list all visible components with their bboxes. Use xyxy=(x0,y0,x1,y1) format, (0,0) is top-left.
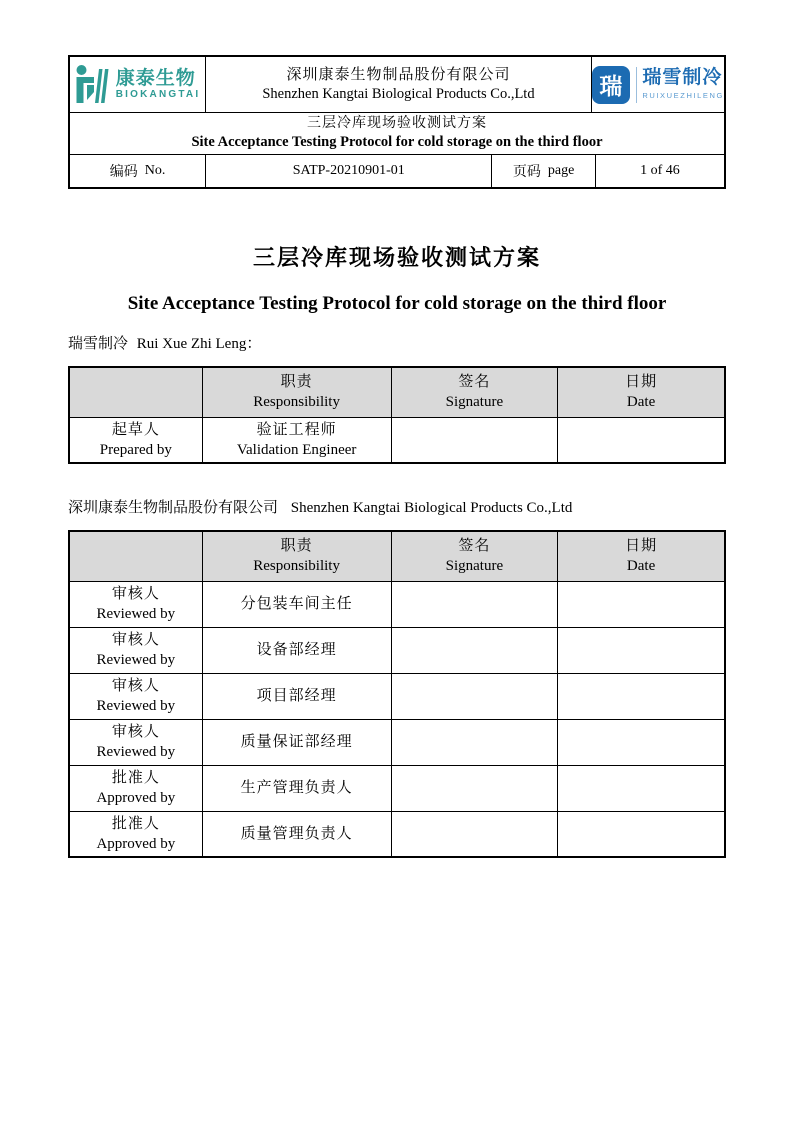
main-title-en: Site Acceptance Testing Protocol for cold storage on the third floor xyxy=(127,293,667,314)
ruixue-logo xyxy=(592,57,724,112)
biokangtai-logo-icon xyxy=(75,65,111,105)
biokangtai-logo xyxy=(70,57,206,112)
responsibility-cell: 质量管理负责人 xyxy=(202,811,391,857)
page-label: 页码 page xyxy=(492,155,595,187)
role-cell: 批准人 Approved by xyxy=(69,765,202,811)
signature-cell xyxy=(391,765,558,811)
header-doc-title-en: Site Acceptance Testing Protocol for cold storage on the third floor xyxy=(191,134,603,150)
ruixue-logo-cn: 瑞雪制冷 xyxy=(642,67,723,88)
role-cell: 审核人 Reviewed by xyxy=(69,581,202,627)
signature-cell xyxy=(391,673,558,719)
header-meta-row xyxy=(70,154,724,187)
date-header-cell: 日期 Date xyxy=(558,531,725,581)
role-cell: 批准人 Approved by xyxy=(69,811,202,857)
signature-header-cell: 签名 Signature xyxy=(391,367,558,417)
table-row xyxy=(69,719,725,765)
company-name-en: Shenzhen Kangtai Biological Products Co.,Ltd xyxy=(262,86,535,102)
table-row xyxy=(69,811,725,857)
date-cell xyxy=(558,627,725,673)
ruixue-logo-icon xyxy=(592,66,630,104)
section-heading-kangtai xyxy=(68,496,726,517)
document-content xyxy=(68,55,726,858)
signature-cell xyxy=(391,719,558,765)
header-doc-title-cn: 三层冷库现场验收测试方案 xyxy=(307,116,487,131)
document-header-table xyxy=(68,55,726,189)
responsibility-cell: 生产管理负责人 xyxy=(202,765,391,811)
kangtai-signature-table xyxy=(68,530,726,858)
signature-header-cell: 签名 Signature xyxy=(391,531,558,581)
date-cell xyxy=(558,765,725,811)
biokangtai-logo-cn: 康泰生物 xyxy=(115,67,196,89)
ruixue-logo-en: RUIXUEZHILENG xyxy=(642,91,724,100)
role-header-cell xyxy=(69,367,202,417)
doc-number-label: 编码 No. xyxy=(70,155,206,187)
date-cell xyxy=(558,719,725,765)
table-header-row xyxy=(69,531,725,581)
responsibility-cell: 项目部经理 xyxy=(202,673,391,719)
signature-cell xyxy=(391,581,558,627)
table-row xyxy=(69,581,725,627)
section-heading-ruixue xyxy=(68,332,726,353)
table-row xyxy=(69,417,725,463)
date-cell xyxy=(558,581,725,627)
table-header-row xyxy=(69,367,725,417)
role-cell: 审核人 Reviewed by xyxy=(69,719,202,765)
table-row xyxy=(69,627,725,673)
responsibility-header-cell: 职责 Responsibility xyxy=(202,531,391,581)
date-cell xyxy=(558,417,725,463)
page-number-value: 1 of 46 xyxy=(640,163,680,178)
date-header-cell: 日期 Date xyxy=(558,367,725,417)
date-cell xyxy=(558,673,725,719)
section-heading-kangtai-cn: 深圳康泰生物制品股份有限公司 xyxy=(68,500,279,516)
doc-number-value: SATP-20210901-01 xyxy=(206,155,492,187)
header-doc-title-row xyxy=(70,112,724,154)
role-cell: 起草人 Prepared by xyxy=(69,417,202,463)
responsibility-cell: 设备部经理 xyxy=(202,627,391,673)
role-cell: 审核人 Reviewed by xyxy=(69,673,202,719)
responsibility-cell: 质量保证部经理 xyxy=(202,719,391,765)
ruixue-icon-char: 瑞 xyxy=(599,74,623,99)
responsibility-cell: 验证工程师 Validation Engineer xyxy=(202,417,391,463)
role-header-cell xyxy=(69,531,202,581)
section-heading-ruixue-cn: 瑞雪制冷 xyxy=(68,336,129,352)
role-cell: 审核人 Reviewed by xyxy=(69,627,202,673)
ruixue-logo-text xyxy=(642,68,724,101)
main-title-cn: 三层冷库现场验收测试方案 xyxy=(252,245,541,270)
biokangtai-logo-text xyxy=(116,69,201,101)
section-heading-kangtai-en: Shenzhen Kangtai Biological Products Co.,Ltd xyxy=(290,500,573,516)
biokangtai-logo-en: BIOKANGTAI xyxy=(115,88,201,100)
table-row xyxy=(69,673,725,719)
header-logo-row xyxy=(70,57,724,112)
table-row xyxy=(69,765,725,811)
ruixue-signature-table xyxy=(68,366,726,464)
responsibility-header-cell: 职责 Responsibility xyxy=(202,367,391,417)
responsibility-cell: 分包装车间主任 xyxy=(202,581,391,627)
company-name-cn: 深圳康泰生物制品股份有限公司 xyxy=(286,67,511,83)
date-cell xyxy=(558,811,725,857)
signature-cell xyxy=(391,627,558,673)
section-heading-ruixue-en: Rui Xue Zhi Leng： xyxy=(136,336,262,352)
signature-cell xyxy=(391,417,558,463)
signature-cell xyxy=(391,811,558,857)
company-name-cell xyxy=(206,57,592,112)
